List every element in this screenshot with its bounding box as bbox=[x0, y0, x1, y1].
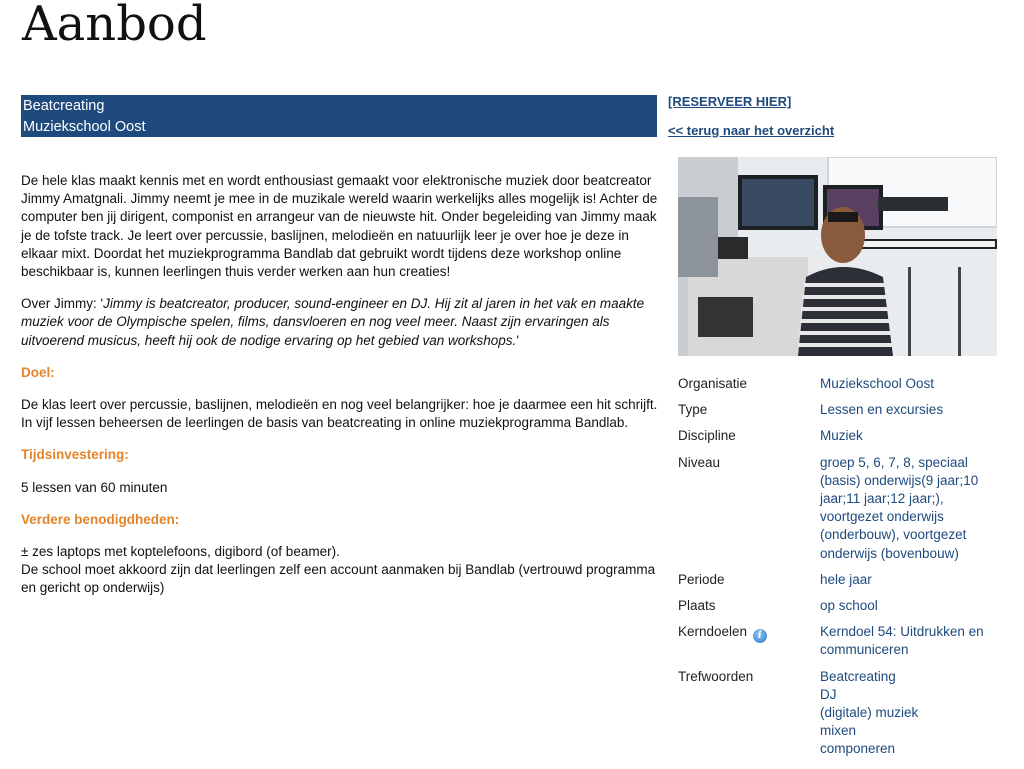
offer-photo bbox=[678, 157, 997, 356]
benodigd-line-1: ± zes laptops met koptelefoons, digibord (of beamer). bbox=[21, 544, 340, 560]
page-title: Aanbod bbox=[22, 0, 207, 52]
doel-text: De klas leert over percussie, baslijnen, melodieën en nog veel belangrijker: hoe je daarmee een hit schrijft. In vijf lessen beheersen de leerlingen de basis van beatcreating in online muziekprogramma Bandlab. bbox=[21, 397, 658, 431]
offer-provider: Muziekschool Oost bbox=[23, 119, 146, 135]
keyword: Beatcreating bbox=[820, 668, 896, 684]
info-icon[interactable]: i bbox=[753, 629, 767, 643]
info-label: Plaats bbox=[678, 598, 716, 614]
action-links bbox=[668, 94, 834, 138]
info-row-discipline bbox=[678, 427, 998, 445]
info-row-niveau bbox=[678, 454, 998, 563]
benodigd-line-2: De school moet akkoord zijn dat leerlingen zelf een account aanmaken bij Bandlab (vertrouwd programma en gericht op onderwijs) bbox=[21, 562, 656, 596]
info-row-kerndoelen bbox=[678, 623, 998, 659]
keyword: componeren bbox=[820, 741, 896, 757]
info-row-trefwoorden bbox=[678, 668, 998, 759]
intro-paragraph: De hele klas maakt kennis met en wordt enthousiast gemaakt voor elektronische muziek door beatcreator Jimmy Amatgnali. Jimmy neemt je mee in de muzikale wereld waarin werkelijks alles mogelijk is! Achter de computer ben jij dirigent, componist en arrangeur van de nieuwste hit. Onder begeleiding van Jimmy maak je de tofste track. Je leert over percussie, baslijnen, melodieën en natuurlijk leer je over hoe je deze in elkaar mixt. Doordat het muziekprogramma Bandlab dat gebruikt wordt tijdens deze workshop online beschikbaar is, kunnen leerlingen thuis verder werken aan hun creaties! bbox=[21, 173, 658, 280]
doel-heading: Doel: bbox=[21, 364, 55, 380]
kerndoelen-label: Kerndoelen bbox=[678, 624, 748, 640]
info-row-periode bbox=[678, 571, 998, 589]
keyword-list bbox=[820, 668, 990, 759]
info-label: Organisatie bbox=[678, 376, 748, 391]
info-label: Trefwoorden bbox=[678, 668, 754, 684]
info-label: Type bbox=[678, 402, 708, 418]
keyword: (digitale) muziek bbox=[820, 705, 919, 721]
about-prefix: Over Jimmy: ' bbox=[21, 296, 104, 312]
info-label: Discipline bbox=[678, 428, 736, 444]
offer-description bbox=[21, 172, 661, 612]
info-value: Muziekschool Oost bbox=[820, 376, 935, 391]
offer-banner bbox=[21, 95, 657, 137]
offer-info-table bbox=[678, 375, 998, 767]
info-label: Periode bbox=[678, 571, 725, 587]
info-row-plaats bbox=[678, 597, 998, 615]
info-value: Lessen en excursies bbox=[820, 402, 944, 418]
about-paragraph bbox=[21, 295, 661, 350]
benodigd-text bbox=[21, 543, 661, 598]
keyword: mixen bbox=[820, 723, 857, 739]
info-value: groep 5, 6, 7, 8, speciaal (basis) onderwijs(9 jaar;10 jaar;11 jaar;12 jaar;), voortgezet onderwijs (onderbouw), voortgezet onderwijs (bovenbouw) bbox=[820, 454, 979, 561]
info-value: Kerndoel 54: Uitdrukken en communiceren bbox=[820, 624, 984, 658]
benodigd-heading: Verdere benodigdheden: bbox=[21, 511, 180, 527]
offer-title: Beatcreating bbox=[23, 98, 105, 114]
info-value: op school bbox=[820, 598, 878, 614]
about-quote: Jimmy is beatcreator, producer, sound-engineer en DJ. Hij zit al jaren in het vak en maakte muziek voor de Olympische spelen, films, dansvloeren en nog veel meer. Naast zijn ervaringen als uitvoerend musicus, heeft hij ook de nodige ervaring op het gebied van workshops. bbox=[21, 296, 645, 348]
tijd-heading: Tijdsinvestering: bbox=[21, 447, 129, 463]
reserve-link[interactable]: [RESERVEER HIER] bbox=[668, 94, 792, 109]
about-suffix: ' bbox=[516, 332, 519, 348]
info-label: Niveau bbox=[678, 454, 721, 470]
tijd-text: 5 lessen van 60 minuten bbox=[21, 479, 168, 495]
info-value: hele jaar bbox=[820, 571, 872, 587]
keyword: DJ bbox=[820, 686, 837, 702]
info-row-type bbox=[678, 401, 998, 419]
info-value: Muziek bbox=[820, 428, 863, 444]
back-to-overview-link[interactable]: << terug naar het overzicht bbox=[668, 123, 835, 138]
info-label bbox=[678, 623, 820, 659]
info-row-organisatie bbox=[678, 375, 998, 393]
